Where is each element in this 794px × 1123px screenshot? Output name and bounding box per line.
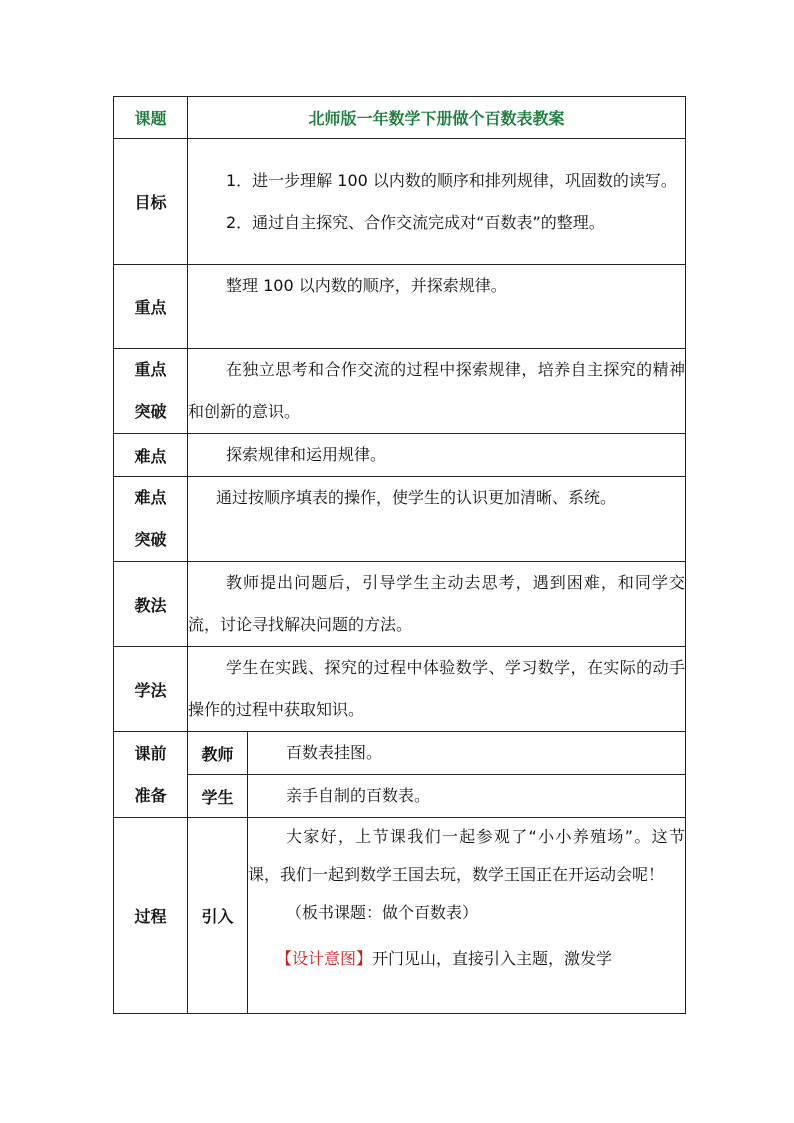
key-point-label: 重点	[114, 265, 188, 349]
key-point-text: 整理 100 以内数的顺序，并探索规律。	[226, 276, 507, 295]
prep-student-label: 学生	[188, 775, 248, 818]
process-stage-label: 引入	[188, 818, 248, 1014]
learning-method-row	[114, 647, 686, 732]
prep-student-text: 亲手自制的百数表。	[286, 786, 431, 805]
difficulty-breakthrough-label-2: 突破	[134, 530, 167, 549]
process-design-intent	[248, 940, 685, 978]
learning-method-content	[188, 647, 686, 732]
title-row	[114, 97, 686, 139]
difficulty-content	[188, 434, 686, 477]
key-breakthrough-content	[188, 349, 686, 434]
key-breakthrough-label	[114, 349, 188, 434]
goal-row	[114, 139, 686, 265]
difficulty-breakthrough-content	[188, 477, 686, 562]
lesson-title: 北师版一年数学下册做个百数表教案	[188, 97, 686, 139]
prep-student-content	[248, 775, 686, 818]
goal-item-2: 2．通过自主探究、合作交流完成对“百数表”的整理。	[226, 212, 605, 232]
teaching-method-text: 教师提出问题后，引导学生主动去思考，遇到困难，和同学交流，讨论寻找解决问题的方法。	[188, 573, 686, 634]
preparation-label-2: 准备	[134, 785, 167, 805]
preparation-label-1: 课前	[134, 743, 167, 763]
teaching-method-row	[114, 562, 686, 647]
difficulty-breakthrough-label-1: 难点	[134, 488, 167, 507]
goal-label: 目标	[114, 139, 188, 265]
key-point-content	[188, 265, 686, 349]
goal-item-1: 1．进一步理解 100 以内数的顺序和排列规律，巩固数的读写。	[226, 170, 677, 190]
process-intro-paragraph: 大家好，上节课我们一起参观了“小小养殖场”。这节课，我们一起到数学王国去玩，数学王国正在开运动会呢！	[248, 827, 686, 884]
goal-content	[188, 139, 686, 265]
difficulty-row	[114, 434, 686, 477]
difficulty-label: 难点	[114, 434, 188, 477]
key-breakthrough-label-2: 突破	[134, 402, 167, 421]
difficulty-text: 探索规律和运用规律。	[226, 445, 387, 464]
process-label: 过程	[114, 818, 188, 1014]
learning-method-label: 学法	[114, 647, 188, 732]
prep-teacher-content	[248, 732, 686, 775]
preparation-label	[114, 732, 188, 818]
title-label: 课题	[114, 97, 188, 139]
key-breakthrough-text: 在独立思考和合作交流的过程中探索规律，培养自主探究的精神和创新的意识。	[188, 360, 686, 421]
prep-teacher-row	[114, 732, 686, 775]
difficulty-breakthrough-label	[114, 477, 188, 562]
key-point-row	[114, 265, 686, 349]
prep-teacher-label: 教师	[188, 732, 248, 775]
key-breakthrough-label-1: 重点	[134, 360, 167, 379]
prep-teacher-text: 百数表挂图。	[286, 743, 383, 762]
difficulty-breakthrough-text: 通过按顺序填表的操作，使学生的认识更加清晰、系统。	[216, 488, 617, 507]
teaching-method-content	[188, 562, 686, 647]
design-intent-text: 开门见山，直接引入主题，激发学	[372, 949, 613, 968]
difficulty-breakthrough-row	[114, 477, 686, 562]
learning-method-text: 学生在实践、探究的过程中体验数学、学习数学，在实际的动手操作的过程中获取知识。	[188, 658, 686, 719]
teaching-method-label: 教法	[114, 562, 188, 647]
process-content	[248, 818, 686, 1014]
prep-student-row	[114, 775, 686, 818]
design-intent-tag: 【设计意图】	[276, 949, 373, 968]
process-board-note: （板书课题：做个百数表）	[286, 903, 479, 922]
lesson-plan-table	[113, 96, 686, 1014]
process-row	[114, 818, 686, 1014]
key-breakthrough-row	[114, 349, 686, 434]
